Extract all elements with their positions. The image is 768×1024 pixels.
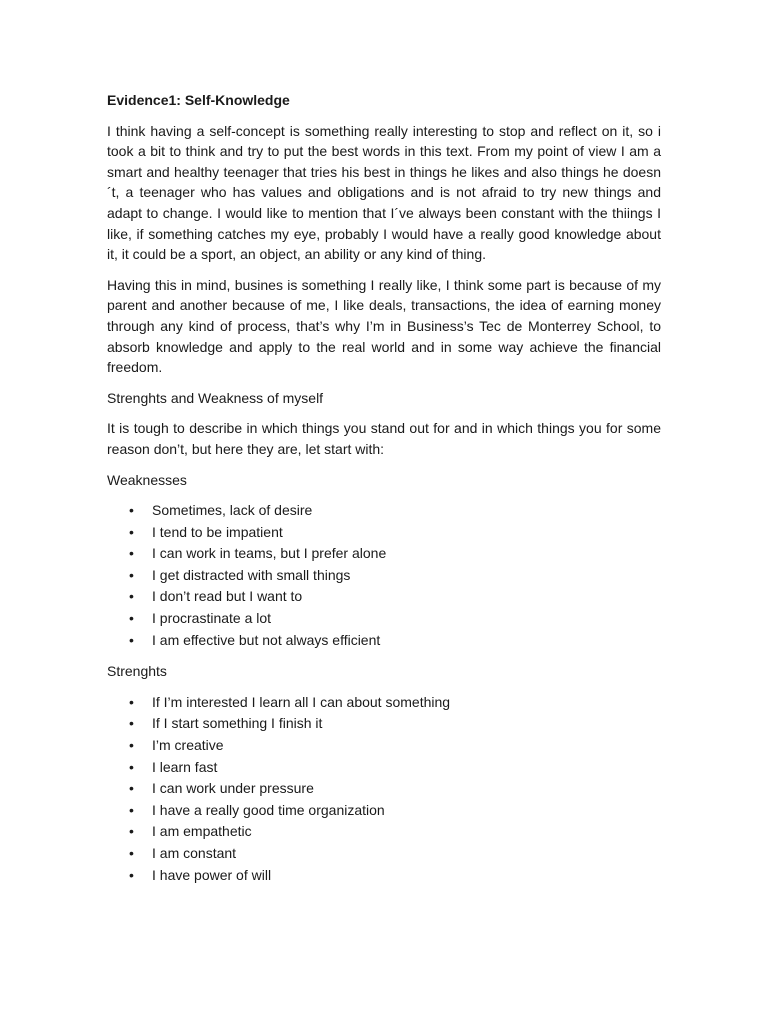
list-item <box>107 800 661 822</box>
list-item <box>107 865 661 887</box>
list-item-text: I can work in teams, but I prefer alone <box>152 545 387 562</box>
list-item-text: I tend to be impatient <box>152 523 283 540</box>
list-item-text: I can work under pressure <box>152 780 314 797</box>
bullet-icon: • <box>129 823 134 840</box>
list-item <box>107 843 661 865</box>
bullet-icon: • <box>129 588 134 605</box>
bullet-icon: • <box>129 845 134 861</box>
strengths-list <box>107 692 661 886</box>
list-item-text: I get distracted with small things <box>152 566 351 583</box>
list-item <box>107 500 661 522</box>
list-item-text: I am constant <box>152 845 237 861</box>
list-item-text: I have a really good time organization <box>152 801 385 818</box>
list-item <box>107 522 661 544</box>
list-item <box>107 778 661 800</box>
list-item <box>107 608 661 630</box>
list-item <box>107 821 661 843</box>
document-page <box>107 90 661 896</box>
weaknesses-heading: Weaknesses <box>107 471 187 488</box>
paragraph-intro-list: It is tough to describe in which things you stand out for and in which things you for some reason don’t, but here they are, let start with: <box>107 420 661 457</box>
list-item-text: I am effective but not always efficient <box>152 631 381 648</box>
weaknesses-list <box>107 500 661 651</box>
list-item <box>107 630 661 652</box>
section-heading: Strenghts and Weakness of myself <box>107 389 324 406</box>
bullet-icon: • <box>129 610 134 627</box>
list-item-text: Sometimes, lack of desire <box>152 502 313 519</box>
bullet-icon: • <box>129 801 134 818</box>
list-item <box>107 735 661 757</box>
bullet-icon: • <box>129 566 134 583</box>
strengths-heading: Strenghts <box>107 663 167 680</box>
bullet-icon: • <box>129 758 134 775</box>
list-item-text: If I’m interested I learn all I can about something <box>152 693 451 710</box>
bullet-icon: • <box>129 866 134 883</box>
bullet-icon: • <box>129 737 134 754</box>
bullet-icon: • <box>129 545 134 562</box>
bullet-icon: • <box>129 715 134 732</box>
list-item <box>107 565 661 587</box>
document-title: Evidence1: Self-Knowledge <box>107 92 290 108</box>
bullet-icon: • <box>129 502 134 519</box>
list-item-text: If I start something I finish it <box>152 715 323 732</box>
bullet-icon: • <box>129 693 134 710</box>
list-item <box>107 692 661 714</box>
list-item <box>107 586 661 608</box>
list-item <box>107 713 661 735</box>
list-item-text: I don’t read but I want to <box>152 588 303 605</box>
bullet-icon: • <box>129 780 134 797</box>
bullet-icon: • <box>129 631 134 648</box>
paragraph-business: Having this in mind, busines is something I really like, I think some part is because of my parent and another because of me, I like deals, transactions, the idea of earning money through any kind of process, that’s why I’m in Business’s Tec de Monterrey School, to absorb knowledge and apply to the real world and in some way achieve the financial freedom. <box>107 276 661 376</box>
list-item <box>107 543 661 565</box>
list-item <box>107 757 661 779</box>
paragraph-self-concept: I think having a self-concept is something really interesting to stop and reflect on it, so i took a bit to think and try to put the best words in this text. From my point of view I am a smart and healthy teenager that tries his best in things he likes and also things he doesn´t, a teenager who has values and obligations and is not afraid to try new things and adapt to change. I would like to mention that I´ve always been constant with the thiings I like, if something catches my eye, probably I would have a really good knowledge about it, it could be a sport, an object, an ability or any kind of thing. <box>107 122 661 263</box>
list-item-text: I am empathetic <box>152 823 252 840</box>
bullet-icon: • <box>129 523 134 540</box>
list-item-text: I have power of will <box>152 866 272 883</box>
list-item-text: I learn fast <box>152 758 218 775</box>
list-item-text: I’m creative <box>152 737 224 754</box>
list-item-text: I procrastinate a lot <box>152 610 272 627</box>
